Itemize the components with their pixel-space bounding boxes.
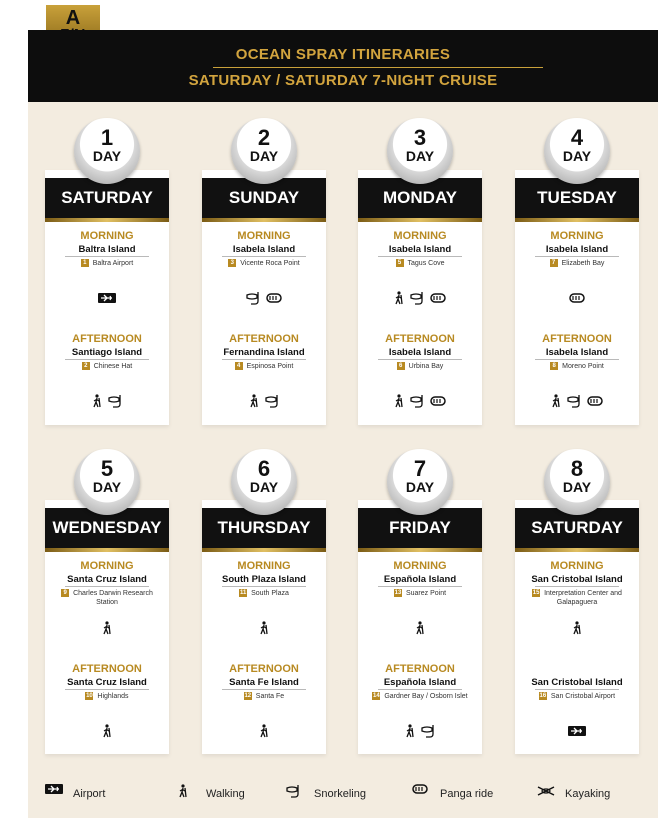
legend-label: Snorkeling	[314, 788, 366, 800]
walking-icon	[99, 619, 115, 636]
day-name-band: THURSDAY	[202, 508, 326, 548]
site-name: Urbina Bay	[408, 363, 444, 370]
site-name: Highlands	[97, 693, 129, 700]
day-number: 6	[257, 456, 271, 481]
island-name: Isabela Island	[388, 244, 452, 255]
island-underline	[65, 586, 149, 587]
island-name: Baltra Island	[78, 244, 136, 255]
day-name-band: TUESDAY	[515, 178, 639, 218]
site-name: Charles Darwin Research Station	[73, 590, 153, 606]
airport-icon	[565, 722, 589, 739]
site-name: Interpretation Center and Galapaguera	[544, 590, 622, 606]
site-name: South Plaza	[251, 590, 289, 597]
legend-label: Airport	[73, 788, 106, 800]
site-number-badge: 14	[373, 693, 380, 699]
activity-icons	[202, 722, 326, 736]
day-number-circle	[387, 449, 453, 515]
snorkeling-icon	[418, 722, 438, 739]
activity-icons	[202, 619, 326, 633]
day-label: DAY	[562, 148, 592, 164]
morning-title: MORNING	[393, 560, 447, 572]
island-underline	[535, 689, 619, 690]
activity-icons	[358, 619, 482, 633]
island-underline	[222, 256, 306, 257]
island-underline	[65, 256, 149, 257]
site-number-badge: 6	[397, 362, 405, 370]
walking-icon	[548, 392, 564, 409]
snorkeling-icon	[407, 392, 427, 409]
site-number-badge: 13	[394, 590, 402, 596]
island-underline	[65, 689, 149, 690]
site-name: Tagus Cove	[407, 260, 445, 267]
badge-letter: A	[65, 7, 81, 29]
island-name: Fernandina Island	[223, 347, 305, 358]
day-name-band: SATURDAY	[45, 178, 169, 218]
header-divider	[213, 67, 543, 68]
panga-ride-icon	[427, 392, 449, 409]
visit-site	[45, 589, 169, 607]
visit-site	[515, 259, 639, 268]
day-label: DAY	[562, 479, 592, 495]
walking-icon	[256, 619, 272, 636]
legend-label: Walking	[206, 788, 245, 800]
afternoon-title: AFTERNOON	[385, 663, 455, 675]
visit-site	[358, 259, 482, 268]
visit-site	[45, 362, 169, 371]
snorkeling-icon	[105, 392, 125, 409]
island-underline	[378, 586, 462, 587]
legend	[28, 780, 658, 812]
island-underline	[535, 256, 619, 257]
morning-title: MORNING	[80, 560, 134, 572]
site-number-badge: 3	[228, 259, 236, 267]
island-underline	[535, 586, 619, 587]
day-name-band: SATURDAY	[515, 508, 639, 548]
site-name: Espinosa Point	[246, 363, 294, 370]
visit-site	[515, 362, 639, 371]
site-number-badge: 5	[396, 259, 404, 267]
legend-label: Panga ride	[440, 788, 494, 800]
activity-icons	[358, 722, 482, 736]
gold-divider	[45, 218, 169, 222]
site-name: Gardner Bay / Osborn Islet	[384, 693, 468, 700]
site-number-badge: 9	[61, 589, 69, 597]
day-number-circle	[387, 118, 453, 184]
morning-title: MORNING	[393, 230, 447, 242]
site-name: Suarez Point	[405, 590, 447, 597]
snorkeling-icon	[564, 392, 584, 409]
day-number-circle	[74, 449, 140, 515]
morning-title: MORNING	[550, 230, 604, 242]
walking-icon	[391, 289, 407, 306]
activity-icons	[515, 392, 639, 406]
site-number-badge: 12	[244, 693, 252, 699]
day-label: DAY	[249, 479, 279, 495]
day-number-circle	[544, 118, 610, 184]
walking-icon	[256, 722, 272, 739]
snorkeling-icon	[262, 392, 282, 409]
site-name: Chinese Hat	[93, 363, 133, 370]
walking-icon	[89, 392, 105, 409]
visit-site	[358, 692, 482, 701]
site-name: Elizabeth Bay	[561, 260, 605, 267]
island-name: Santa Fe Island	[229, 677, 299, 688]
site-name: Moreno Point	[562, 363, 604, 370]
walking-icon	[391, 392, 407, 409]
island-name: Isabela Island	[232, 244, 296, 255]
walking-icon	[402, 722, 418, 739]
day-number-circle	[544, 449, 610, 515]
site-name: Vicente Roca Point	[240, 260, 300, 267]
afternoon-title: AFTERNOON	[72, 333, 142, 345]
gold-divider	[358, 548, 482, 552]
island-name: Santiago Island	[71, 347, 143, 358]
page-subtitle: SATURDAY / SATURDAY 7-NIGHT CRUISE	[188, 72, 498, 89]
day-label: DAY	[405, 479, 435, 495]
island-underline	[378, 359, 462, 360]
panga-ride-icon	[263, 289, 285, 306]
legend-label: Kayaking	[565, 788, 611, 800]
snorkeling-icon	[243, 289, 263, 306]
day-number-circle	[231, 449, 297, 515]
afternoon-title: AFTERNOON	[72, 663, 142, 675]
island-underline	[378, 689, 462, 690]
visit-site	[202, 362, 326, 371]
visit-site	[358, 589, 482, 598]
day-number: 4	[570, 125, 584, 150]
day-label: DAY	[405, 148, 435, 164]
site-number-badge: 10	[86, 693, 93, 699]
island-name: Santa Cruz Island	[67, 574, 147, 585]
activity-icons	[202, 392, 326, 406]
day-name-band: WEDNESDAY	[45, 508, 169, 548]
activity-icons	[45, 392, 169, 406]
gold-divider	[202, 218, 326, 222]
morning-title: MORNING	[80, 230, 134, 242]
island-name: San Cristobal Island	[531, 574, 623, 585]
morning-title: MORNING	[237, 560, 291, 572]
island-underline	[222, 689, 306, 690]
day-label: DAY	[92, 479, 122, 495]
gold-divider	[358, 218, 482, 222]
island-underline	[222, 359, 306, 360]
day-number: 1	[100, 125, 114, 150]
activity-icons	[358, 392, 482, 406]
activity-icons	[515, 722, 639, 736]
day-number: 8	[570, 456, 584, 481]
walking-icon	[99, 722, 115, 739]
day-number: 5	[100, 456, 114, 481]
gold-divider	[515, 218, 639, 222]
island-underline	[65, 359, 149, 360]
gold-divider	[45, 548, 169, 552]
island-underline	[222, 586, 306, 587]
activity-icons	[358, 289, 482, 303]
island-underline	[378, 256, 462, 257]
day-number-circle	[231, 118, 297, 184]
walking-icon	[412, 619, 428, 636]
visit-site	[202, 692, 326, 701]
day-number-circle	[74, 118, 140, 184]
walking-icon	[569, 619, 585, 636]
island-name: Española Island	[383, 677, 457, 688]
site-number-badge: 7	[550, 259, 558, 267]
morning-title: MORNING	[550, 560, 604, 572]
gold-divider	[515, 548, 639, 552]
activity-icons	[202, 289, 326, 303]
day-name-band: SUNDAY	[202, 178, 326, 218]
activity-icons	[515, 289, 639, 303]
activity-icons	[45, 619, 169, 633]
afternoon-title: AFTERNOON	[385, 333, 455, 345]
site-number-badge: 8	[550, 362, 558, 370]
walking-icon	[246, 392, 262, 409]
visit-site	[202, 589, 326, 598]
day-number: 2	[257, 125, 271, 150]
site-name: San Cristobal Airport	[550, 693, 616, 700]
afternoon-title: AFTERNOON	[229, 663, 299, 675]
visit-site	[45, 259, 169, 268]
day-name-band: MONDAY	[358, 178, 482, 218]
island-name: Española Island	[383, 574, 457, 585]
site-number-badge: 1	[81, 259, 89, 267]
visit-site	[202, 259, 326, 268]
day-name-band: FRIDAY	[358, 508, 482, 548]
island-name: San Cristobal Island	[531, 677, 623, 688]
island-underline	[535, 359, 619, 360]
site-number-badge: 11	[239, 590, 247, 596]
gold-divider	[202, 548, 326, 552]
visit-site	[45, 692, 169, 701]
island-name: South Plaza Island	[222, 574, 306, 585]
afternoon-title: AFTERNOON	[542, 333, 612, 345]
activity-icons	[45, 722, 169, 736]
activity-icons	[45, 289, 169, 303]
island-name: Santa Cruz Island	[67, 677, 147, 688]
snorkeling-icon	[407, 289, 427, 306]
panga-ride-icon	[427, 289, 449, 306]
day-label: DAY	[92, 148, 122, 164]
day-number: 3	[413, 125, 427, 150]
visit-site	[515, 692, 639, 701]
activity-icons	[515, 619, 639, 633]
visit-site	[358, 362, 482, 371]
morning-title: MORNING	[237, 230, 291, 242]
site-number-badge: 15	[532, 590, 540, 596]
site-number-badge: 2	[82, 362, 90, 370]
afternoon-title: AFTERNOON	[229, 333, 299, 345]
site-number-badge: 4	[235, 362, 243, 370]
site-number-badge: 16	[539, 693, 547, 699]
airport-icon	[95, 289, 119, 306]
site-name: Baltra Airport	[92, 260, 134, 267]
island-name: Isabela Island	[545, 244, 609, 255]
day-number: 7	[413, 456, 427, 481]
island-name: Isabela Island	[545, 347, 609, 358]
panga-ride-icon	[566, 289, 588, 306]
visit-site	[515, 589, 639, 607]
day-label: DAY	[249, 148, 279, 164]
site-name: Santa Fe	[255, 693, 285, 700]
island-name: Isabela Island	[388, 347, 452, 358]
panga-ride-icon	[584, 392, 606, 409]
header-banner	[28, 30, 658, 102]
page-title: OCEAN SPRAY ITINERARIES	[235, 46, 451, 63]
